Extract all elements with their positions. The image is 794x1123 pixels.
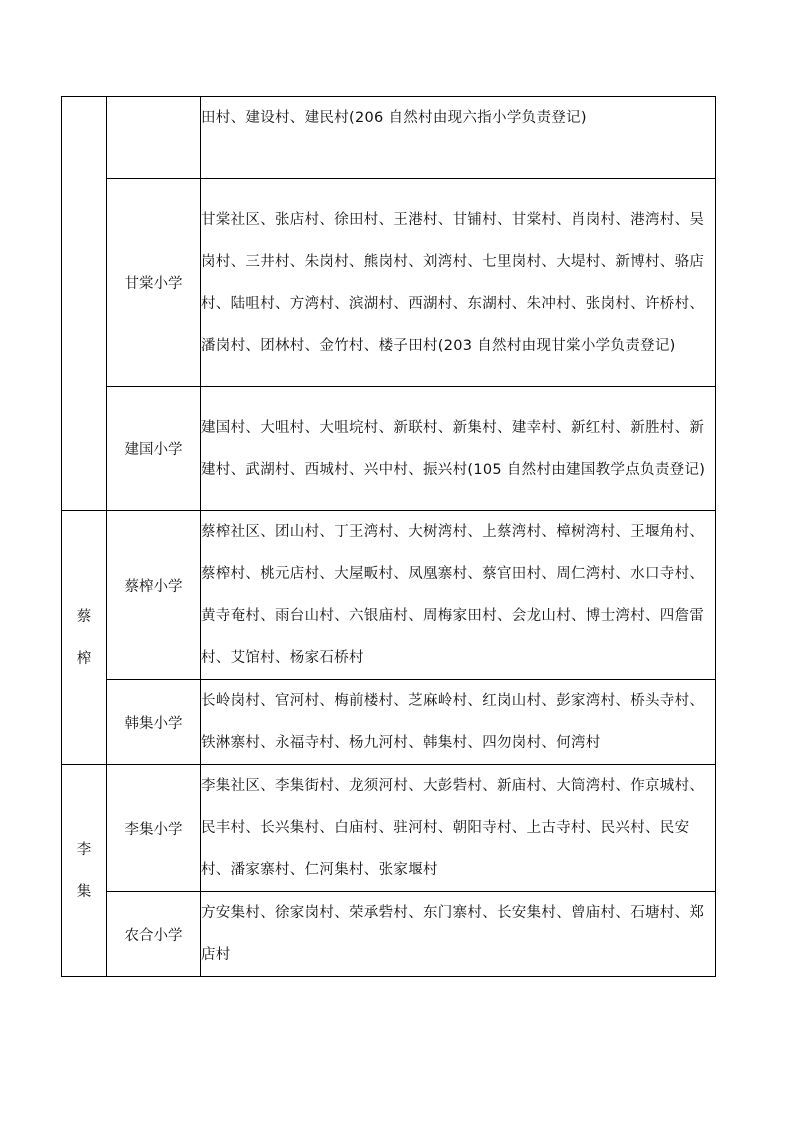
villages-cell: 田村、建设村、建民村(206 自然村由现六指小学负责登记) <box>201 97 716 179</box>
school-cell: 建国小学 <box>107 387 201 511</box>
town-cell <box>62 97 107 511</box>
villages-cell: 建国村、大咀村、大咀垸村、新联村、新集村、建幸村、新红村、新胜村、新建村、武湖村、西城村、兴中村、振兴村(105 自然村由建国教学点负责登记) <box>201 387 716 511</box>
table-row <box>62 387 716 511</box>
school-cell: 甘棠小学 <box>107 179 201 387</box>
table-row <box>62 892 716 977</box>
school-cell: 韩集小学 <box>107 680 201 765</box>
school-cell <box>107 97 201 179</box>
villages-cell: 蔡榨社区、团山村、丁王湾村、大树湾村、上蔡湾村、樟树湾村、王堰角村、蔡榨村、桃元店村、大屋畈村、凤凰寨村、蔡官田村、周仁湾村、水口寺村、黄寺奄村、雨台山村、六银庙村、周梅家田村、会龙山村、博士湾村、四詹雷村、艾馆村、杨家石桥村 <box>201 511 716 680</box>
school-village-table <box>61 96 716 977</box>
table-row <box>62 765 716 892</box>
villages-cell: 长岭岗村、官河村、梅前楼村、芝麻岭村、红岗山村、彭家湾村、桥头寺村、铁淋寨村、永福寺村、杨九河村、韩集村、四勿岗村、何湾村 <box>201 680 716 765</box>
town-name: 李集 <box>76 841 92 900</box>
villages-cell: 方安集村、徐家岗村、荣承砦村、东门寨村、长安集村、曾庙村、石塘村、郑店村 <box>201 892 716 977</box>
table-row <box>62 97 716 179</box>
school-cell: 蔡榨小学 <box>107 511 201 680</box>
town-cell <box>62 765 107 977</box>
table-row <box>62 511 716 680</box>
table-row <box>62 179 716 387</box>
school-cell: 农合小学 <box>107 892 201 977</box>
school-cell: 李集小学 <box>107 765 201 892</box>
villages-cell: 李集社区、李集街村、龙须河村、大彭砦村、新庙村、大筒湾村、作京城村、民丰村、长兴集村、白庙村、驻河村、朝阳寺村、上古寺村、民兴村、民安村、潘家寨村、仁河集村、张家堰村 <box>201 765 716 892</box>
town-cell <box>62 511 107 765</box>
table-row <box>62 680 716 765</box>
villages-cell: 甘棠社区、张店村、徐田村、王港村、甘铺村、甘棠村、肖岗村、港湾村、吴岗村、三井村、朱岗村、熊岗村、刘湾村、七里岗村、大堤村、新博村、骆店村、陆咀村、方湾村、滨湖村、西湖村、东湖村、朱冲村、张岗村、许桥村、潘岗村、团林村、金竹村、楼子田村(203 自然村由现甘棠小学负责登记) <box>201 179 716 387</box>
town-name: 蔡榨 <box>76 608 92 667</box>
